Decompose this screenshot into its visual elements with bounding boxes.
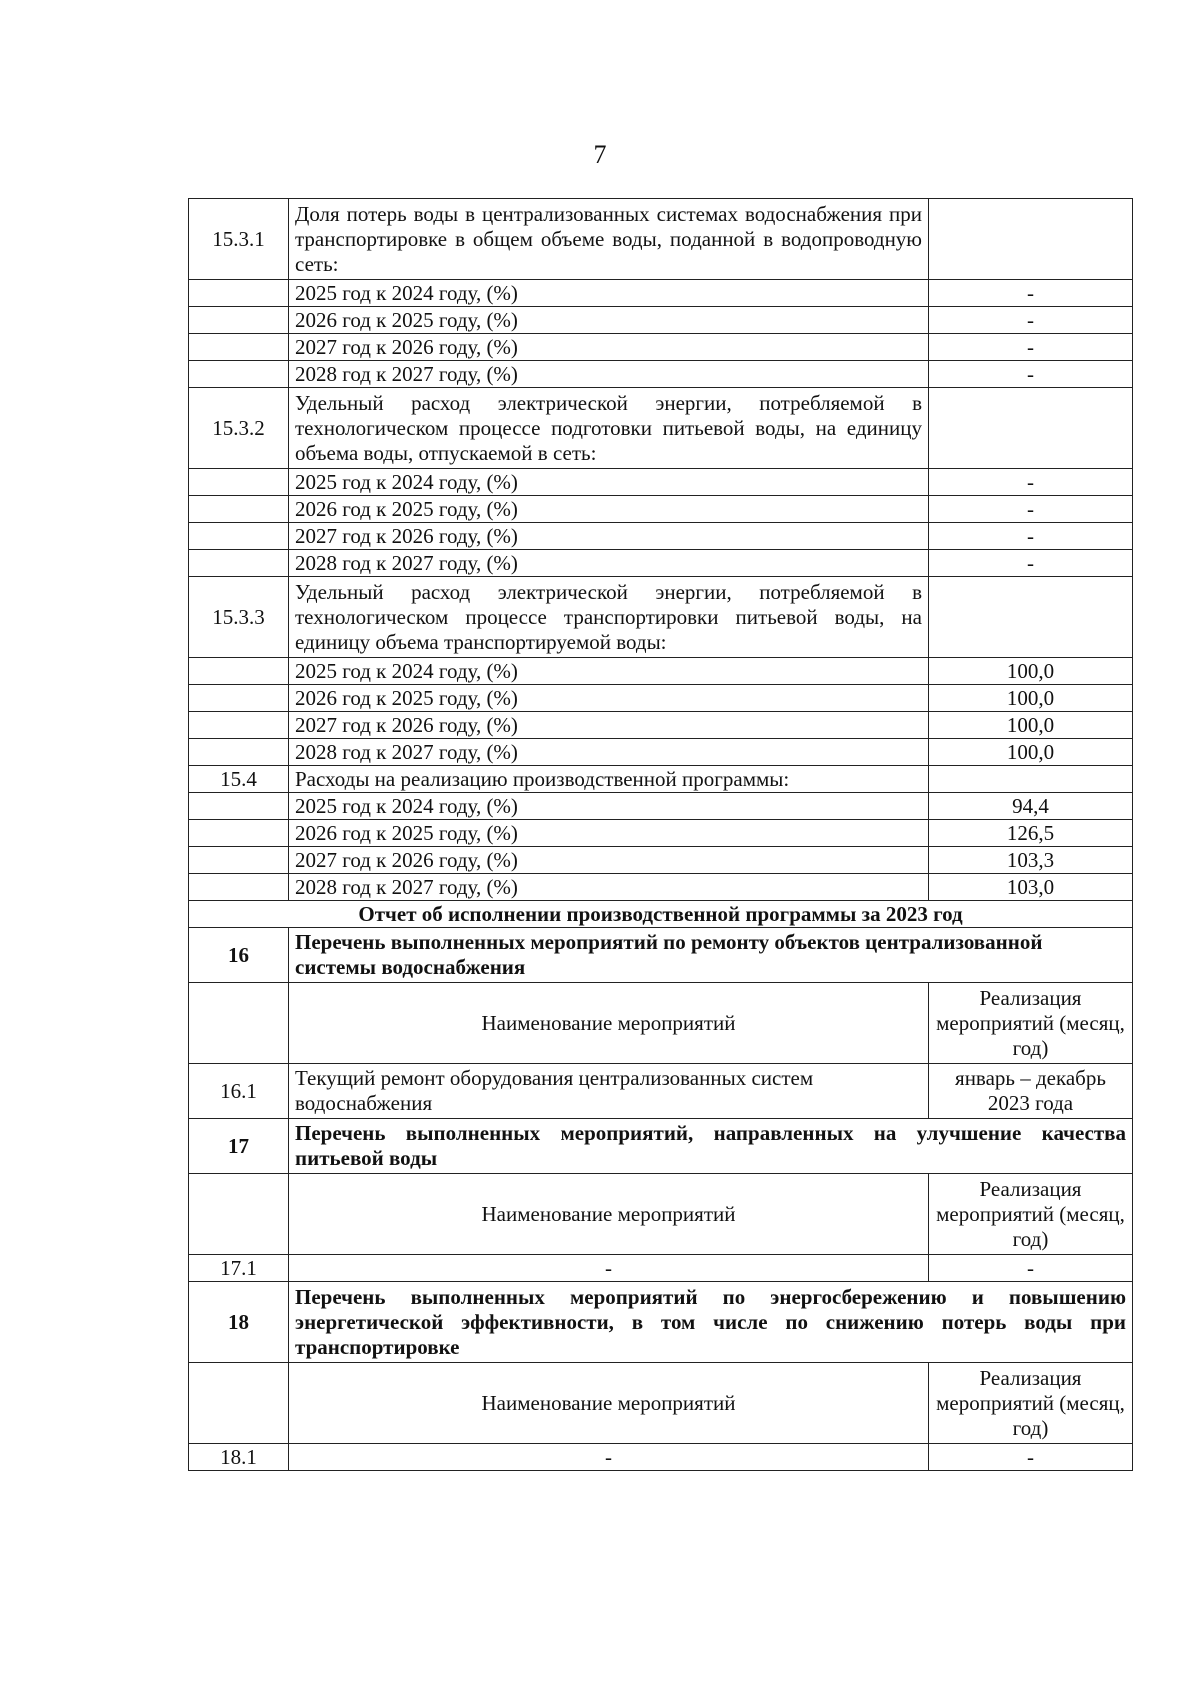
- section-row-15-4: [189, 766, 1133, 793]
- row-label: 2028 год к 2027 году, (%): [289, 550, 929, 577]
- row-label: 2025 год к 2024 году, (%): [289, 793, 929, 820]
- section-number: 15.3.1: [189, 199, 289, 280]
- row-value: 100,0: [929, 712, 1133, 739]
- table-row: [189, 307, 1133, 334]
- report-heading: Отчет об исполнении производственной программы за 2023 год: [189, 901, 1133, 928]
- row-value: 103,3: [929, 847, 1133, 874]
- section-title: Перечень выполненных мероприятий по энергосбережению и повышению энергетической эффективности, в том числе по снижению потерь воды при транспортировке: [289, 1282, 1133, 1363]
- table-row: [189, 280, 1133, 307]
- program-table: [188, 198, 1133, 1471]
- section-value: [929, 766, 1133, 793]
- table-row: [189, 550, 1133, 577]
- table-row: [189, 469, 1133, 496]
- section-description: Доля потерь воды в централизованных системах водоснабжения при транспортировке в общем объеме воды, поданной в водопроводную сеть:: [289, 199, 929, 280]
- row-value: -: [929, 361, 1133, 388]
- row-value: 94,4: [929, 793, 1133, 820]
- section-title: Перечень выполненных мероприятий, направленных на улучшение качества питьевой воды: [289, 1119, 1133, 1174]
- table-row: [189, 685, 1133, 712]
- section-number: 18: [189, 1282, 289, 1363]
- table-row: [189, 658, 1133, 685]
- column-header-row: [189, 983, 1133, 1064]
- row-value: 103,0: [929, 874, 1133, 901]
- table-row: [189, 1064, 1133, 1119]
- row-value: -: [929, 334, 1133, 361]
- table-row: [189, 361, 1133, 388]
- report-heading-row: [189, 901, 1133, 928]
- column-header-implementation: Реализация мероприятий (месяц, год): [929, 983, 1133, 1064]
- row-label: 2026 год к 2025 году, (%): [289, 496, 929, 523]
- table-row: [189, 820, 1133, 847]
- section-number: 15.3.3: [189, 577, 289, 658]
- section-description: Удельный расход электрической энергии, потребляемой в технологическом процессе транспортировки питьевой воды, на единицу объема транспортируемой воды:: [289, 577, 929, 658]
- table-row: [189, 1255, 1133, 1282]
- column-header-implementation: Реализация мероприятий (месяц, год): [929, 1174, 1133, 1255]
- table-row: [189, 496, 1133, 523]
- table-row: [189, 739, 1133, 766]
- section-value: [929, 577, 1133, 658]
- table-row: [189, 1444, 1133, 1471]
- table-row: [189, 874, 1133, 901]
- row-label: 2027 год к 2026 году, (%): [289, 847, 929, 874]
- row-value: 100,0: [929, 685, 1133, 712]
- section-number: 17: [189, 1119, 289, 1174]
- row-value: -: [929, 469, 1133, 496]
- row-label: 2027 год к 2026 году, (%): [289, 334, 929, 361]
- section-row-15-3-1: [189, 199, 1133, 280]
- section-number: 15.4: [189, 766, 289, 793]
- row-label: 2027 год к 2026 году, (%): [289, 523, 929, 550]
- section-description: Удельный расход электрической энергии, потребляемой в технологическом процессе подготовки питьевой воды, на единицу объема воды, отпускаемой в сеть:: [289, 388, 929, 469]
- item-number: 17.1: [189, 1255, 289, 1282]
- section-value: [929, 199, 1133, 280]
- row-label: 2028 год к 2027 году, (%): [289, 739, 929, 766]
- row-label: 2028 год к 2027 году, (%): [289, 361, 929, 388]
- row-value: -: [929, 496, 1133, 523]
- column-header-implementation: Реализация мероприятий (месяц, год): [929, 1363, 1133, 1444]
- item-implementation: -: [929, 1255, 1133, 1282]
- column-header-row: [189, 1363, 1133, 1444]
- section-row-18: [189, 1282, 1133, 1363]
- section-number: 15.3.2: [189, 388, 289, 469]
- row-value: -: [929, 280, 1133, 307]
- section-number: 16: [189, 928, 289, 983]
- row-value: 100,0: [929, 739, 1133, 766]
- row-label: 2028 год к 2027 году, (%): [289, 874, 929, 901]
- item-number: 16.1: [189, 1064, 289, 1119]
- item-name: Текущий ремонт оборудования централизованных систем водоснабжения: [289, 1064, 929, 1119]
- row-label: 2025 год к 2024 году, (%): [289, 658, 929, 685]
- column-header-row: [189, 1174, 1133, 1255]
- section-title: Перечень выполненных мероприятий по ремонту объектов централизованной системы водоснабжения: [289, 928, 1133, 983]
- row-label: 2026 год к 2025 году, (%): [289, 307, 929, 334]
- section-description: Расходы на реализацию производственной программы:: [289, 766, 929, 793]
- row-value: -: [929, 523, 1133, 550]
- section-row-17: [189, 1119, 1133, 1174]
- row-value: 100,0: [929, 658, 1133, 685]
- row-label: 2027 год к 2026 году, (%): [289, 712, 929, 739]
- table-row: [189, 847, 1133, 874]
- item-implementation: январь – декабрь 2023 года: [929, 1064, 1133, 1119]
- row-value: -: [929, 550, 1133, 577]
- row-label: 2025 год к 2024 году, (%): [289, 280, 929, 307]
- column-header-name: Наименование мероприятий: [289, 1174, 929, 1255]
- table-row: [189, 712, 1133, 739]
- row-label: 2026 год к 2025 году, (%): [289, 685, 929, 712]
- item-name: -: [289, 1444, 929, 1471]
- row-label: 2026 год к 2025 году, (%): [289, 820, 929, 847]
- page-number: 7: [593, 140, 607, 169]
- section-row-16: [189, 928, 1133, 983]
- row-label: 2025 год к 2024 году, (%): [289, 469, 929, 496]
- table-row: [189, 793, 1133, 820]
- table-row: [189, 334, 1133, 361]
- row-value: 126,5: [929, 820, 1133, 847]
- table-row: [189, 523, 1133, 550]
- section-value: [929, 388, 1133, 469]
- section-row-15-3-2: [189, 388, 1133, 469]
- column-header-name: Наименование мероприятий: [289, 1363, 929, 1444]
- row-value: -: [929, 307, 1133, 334]
- item-implementation: -: [929, 1444, 1133, 1471]
- item-name: -: [289, 1255, 929, 1282]
- column-header-name: Наименование мероприятий: [289, 983, 929, 1064]
- section-row-15-3-3: [189, 577, 1133, 658]
- item-number: 18.1: [189, 1444, 289, 1471]
